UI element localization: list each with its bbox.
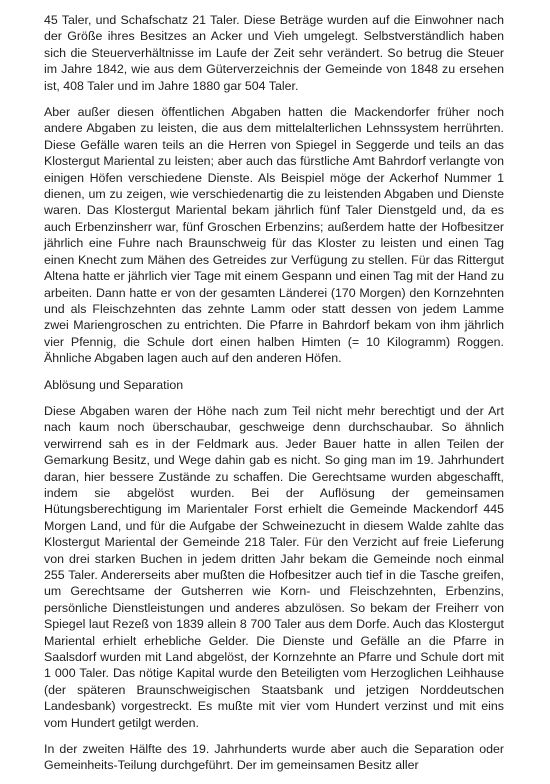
paragraph-feudal-dues: Aber außer diesen öffentlichen Abgaben hatten die Mackendorfer früher noch andere Abgaben zu leisten, die aus dem mittelalterlichen Lehnssystem herrührten. Diese Gefälle waren teils an die Herren von Spiegel in Seggerde und teils an das Klostergut Mariental zu leisten; aber auch das fürstliche Amt Bahrdorf verlangte von einigen Höfen verschiedene Dienste. Als Beispiel möge der Ackerhof Nummer 1 dienen, um zu zeigen, wie verschiedenartig die zu leistenden Abgaben und Dienste waren. Das Klostergut Mariental bekam jährlich fünf Taler Dienstgeld und, da es auch Erbenzinsherr war, fünf Groschen Erbenzins; außerdem hatte der Hofbesitzer jährlich eine Fuhre nach Braunschweig für das Kloster zu leisten und einen Tag einen Knecht zum Mähen des Getreides zur Verfügung zu stellen. Für das Rittergut Altena hatte er jährlich vier Tage mit einem Gespann und einen Tag mit der Hand zu arbeiten. Dann hatte er von der gesamten Länderei (170 Morgen) den Kornzehnten und als Fleischzehnten das zehnte Lamm oder statt dessen von jedem Lamme zwei Mariengroschen zu entrichten. Die Pfarre in Bahrdorf bekam von ihm jährlich vier Pfennig, die Schule dort einen halben Himten (= 10 Kilogramm) Roggen. Ähnliche Abgaben lagen auch auf den anderen Höfen. [44, 105, 504, 366]
paragraph-separation: In der zweiten Hälfte des 19. Jahrhunderts wurde aber auch die Separation oder Gemeinheits-Teilung durchgeführt. Der im gemeinsamen Besitz aller [44, 742, 504, 773]
section-heading: Ablösung und Separation [44, 377, 184, 392]
paragraph-redemption: Diese Abgaben waren der Höhe nach zum Teil nicht mehr berechtigt und der Art nach kaum noch überschaubar, geschweige denn durchschaubar. So ähnlich verwirrend sah es in der Feldmark aus. Jeder Bauer hatte in allen Teilen der Gemarkung Besitz, und Wege dahin gab es nicht. So ging man im 19. Jahrhundert daran, hier bessere Zustände zu schaffen. Die Gerechtsame wurden abgeschafft, indem sie abgelöst wurden. Bei der Auflösung der gemeinsamen Hütungsberechtigung im Marientaler Forst erhielt die Gemeinde Mackendorf 445 Morgen Land, und für die Aufgabe der Schweinezucht in diesem Walde zahlte das Klostergut Mariental der Gemeinde 218 Taler. Für den Verzicht auf freie Lieferung von drei starken Buchen in jedem dritten Jahr bekam die Gemeinde noch einmal 255 Taler. Andererseits aber mußten die Hofbesitzer auch tief in die Tasche greifen, um Gerechtsame der Gutsherren wie Korn- und Fleischzehnten, Erbenzins, persönliche Dienstleistungen und anderes abzulösen. So bekam der Freiherr von Spiegel laut Rezeß von 1839 allein 8 700 Taler aus dem Dorfe. Auch das Klostergut Mariental erhielt erhebliche Gelder. Die Dienste und Gefälle an die Pfarre in Saalsdorf wurden mit Land abgelöst, der Kornzehnte an Pfarre und Schule dort mit 1 000 Taler. Das nötige Kapital wurde den Beteiligten vom Herzoglichen Leihhause (der späteren Braunschweigischen Staatsbank und jetzigen Norddeutschen Landesbank) vorgestreckt. Es mußte mit vier vom Hundert verzinst und mit eins vom Hundert getilgt werden. [44, 403, 504, 730]
document-page [44, 12, 504, 784]
paragraph-taxes: 45 Taler, und Schafschatz 21 Taler. Diese Beträge wurden auf die Einwohner nach der Größe ihres Besitzes an Acker und Vieh umgelegt. Selbstverständlich haben sich die Steuerverhältnisse im Laufe der Zeit sehr verändert. So betrug die Steuer im Jahre 1842, wie aus dem Güterverzeichnis der Gemeinde von 1848 zu ersehen ist, 408 Taler und im Jahre 1880 gar 504 Taler. [44, 13, 504, 93]
